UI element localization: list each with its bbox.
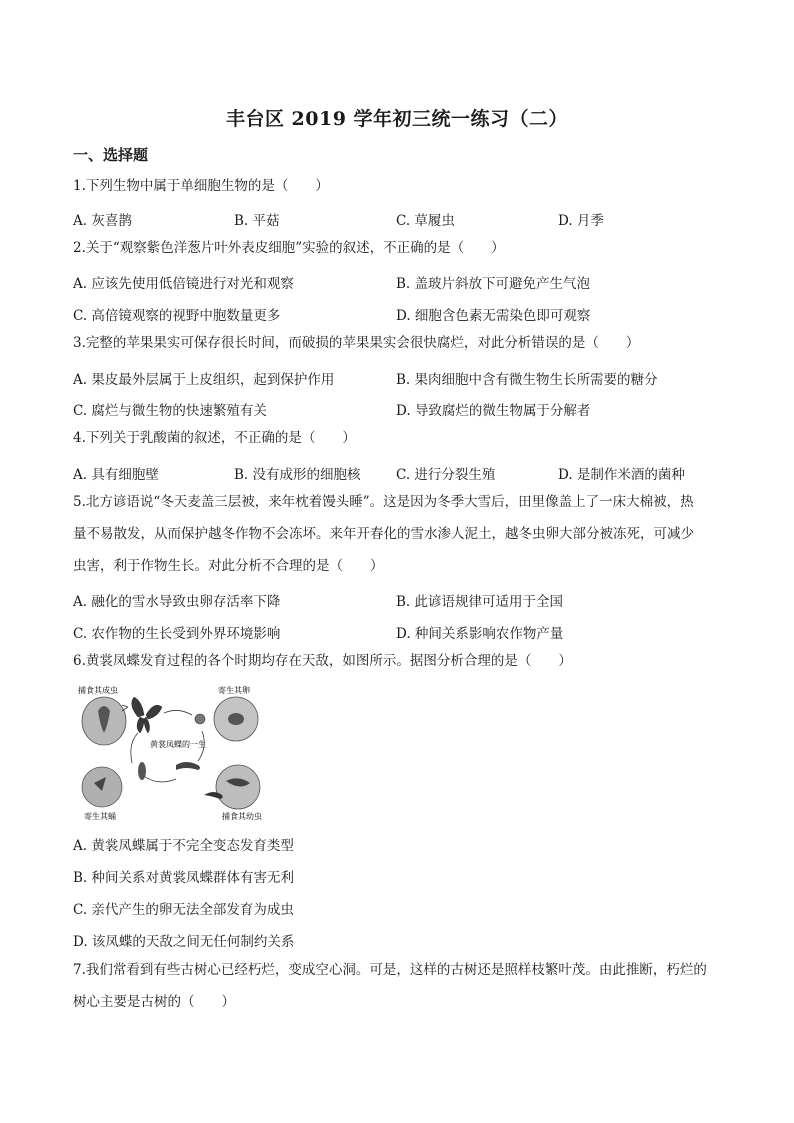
cycle-arrow-icon xyxy=(131,733,138,763)
question-5-option-d: D. 种间关系影响农作物产量 xyxy=(396,626,564,642)
larva-predator-photo xyxy=(216,765,260,809)
question-7-stem-line-1: 7.我们常看到有些古树心已经朽烂，变成空心洞。可是，这样的古树还是照样枝繁叶茂。由此推断，朽烂的 xyxy=(73,962,707,978)
larva-icon xyxy=(176,762,200,770)
question-1-option-a: A. 灰喜鹊 xyxy=(73,213,132,229)
butterfly-lifecycle-figure xyxy=(76,683,276,823)
question-2-option-d: D. 细胞含色素无需染色即可观察 xyxy=(396,308,591,324)
question-2-option-a: A. 应该先使用低倍镜进行对光和观察 xyxy=(73,276,294,292)
question-1-option-c: C. 草履虫 xyxy=(396,213,455,229)
question-6-option-a: A. 黄裳凤蝶属于不完全变态发育类型 xyxy=(73,838,294,854)
cycle-arrow-icon xyxy=(164,710,192,715)
figure-label-bottom-left: 寄生其蛹 xyxy=(84,812,116,821)
question-1-option-d: D. 月季 xyxy=(558,213,604,229)
pupa-icon xyxy=(138,762,146,780)
question-4-option-d: D. 是制作米酒的菌种 xyxy=(558,467,685,483)
question-2-option-c: C. 高倍镜观察的视野中胞数量更多 xyxy=(73,308,281,324)
question-2-option-b: B. 盖玻片斜放下可避免产生气泡 xyxy=(396,276,591,292)
question-4-option-a: A. 具有细胞壁 xyxy=(73,467,159,483)
question-5-option-c: C. 农作物的生长受到外界环境影响 xyxy=(73,626,281,642)
question-2-stem: 2.关于“观察紫色洋葱片叶外表皮细胞”实验的叙述，不正确的是（ ） xyxy=(73,240,505,256)
question-7-stem-line-2: 树心主要是古树的（ ） xyxy=(73,994,235,1010)
figure-label-top-right: 寄生其卵 xyxy=(218,686,250,695)
question-1-option-b: B. 平菇 xyxy=(234,213,280,229)
egg-icon xyxy=(195,714,205,724)
butterfly-adult-icon xyxy=(132,697,162,733)
question-5-stem-line-1: 5.北方谚语说“冬天麦盖三层被，来年枕着馒头睡”。这是因为冬季大雪后，田里像盖上了一床大棉被，热 xyxy=(73,494,694,510)
question-3-stem: 3.完整的苹果果实可保存很长时间，而破损的苹果果实会很快腐烂，对此分析错误的是（ ） xyxy=(73,335,640,351)
question-3-option-d: D. 导致腐烂的微生物属于分解者 xyxy=(396,403,591,419)
question-5-option-a: A. 融化的雪水导致虫卵存活率下降 xyxy=(73,594,281,610)
section-heading: 一、选择题 xyxy=(73,146,149,164)
question-3-option-c: C. 腐烂与微生物的快速繁殖有关 xyxy=(73,403,267,419)
question-5-stem-line-3: 虫害，利于作物生长。对此分析不合理的是（ ） xyxy=(73,558,384,574)
question-6-option-c: C. 亲代产生的卵无法全部发育为成虫 xyxy=(73,902,294,918)
question-4-option-c: C. 进行分裂生殖 xyxy=(396,467,496,483)
question-1-stem: 1.下列生物中属于单细胞生物的是（ ） xyxy=(73,178,329,194)
question-5-stem-line-2: 量不易散发，从而保护越冬作物不会冻坏。来年开春化的雪水渗人泥土，越冬虫卵大部分被冻死，可减少 xyxy=(73,526,694,542)
figure-label-top-left: 捕食其成虫 xyxy=(78,686,118,695)
question-6-stem: 6.黄裳凤蝶发育过程的各个时期均存在天敌，如图所示。据图分析合理的是（ ） xyxy=(73,653,572,669)
question-6-option-b: B. 种间关系对黄裳凤蝶群体有害无利 xyxy=(73,870,295,886)
question-6-option-d: D. 该凤蝶的天敌之间无任何制约关系 xyxy=(73,934,295,950)
question-5-option-b: B. 此谚语规律可适用于全国 xyxy=(396,594,564,610)
parasite-silhouette xyxy=(228,713,244,725)
page-title: 丰台区 2019 学年初三统一练习（二） xyxy=(225,108,569,130)
question-3-option-b: B. 果肉细胞中含有微生物生长所需要的糖分 xyxy=(396,372,658,388)
figure-label-center: 黄裳凤蝶的一生 xyxy=(150,740,206,749)
question-4-stem: 4.下列关于乳酸菌的叙述，不正确的是（ ） xyxy=(73,430,356,446)
figure-label-bottom-right: 捕食其幼虫 xyxy=(222,812,262,821)
question-3-option-a: A. 果皮最外层属于上皮组织，起到保护作用 xyxy=(73,372,335,388)
question-4-option-b: B. 没有成形的细胞核 xyxy=(234,467,361,483)
